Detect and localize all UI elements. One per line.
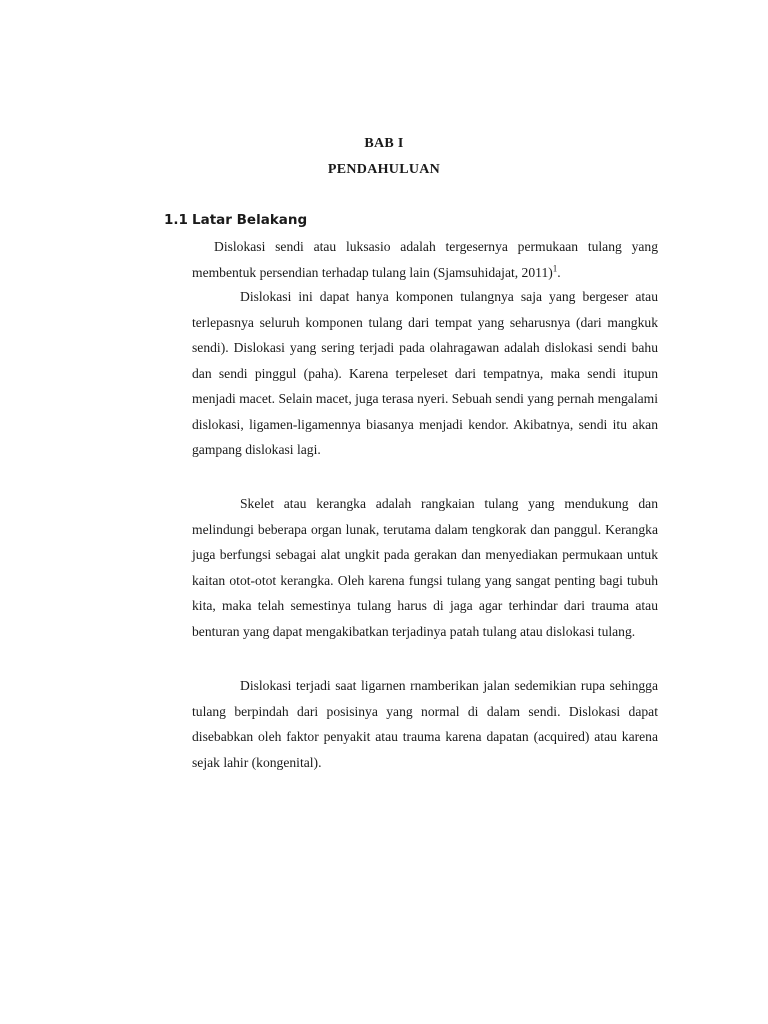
section-title: Latar Belakang	[192, 212, 308, 228]
paragraph-1	[192, 234, 658, 285]
footnote-ref: 1	[552, 262, 558, 273]
section-number: 1.1	[164, 212, 188, 228]
paragraph-2	[192, 284, 658, 463]
paragraph-4-text: Dislokasi terjadi saat ligarnen rnamberikan jalan sedemikian rupa sehingga tulang berpindah dari posisinya yang normal di dalam sendi. Dislokasi dapat disebabkan oleh faktor penyakit atau trauma karena dapatan (acquired) atau karena sejak lahir (kongenital).	[192, 678, 658, 770]
paragraph-3	[192, 491, 658, 644]
paragraph-2-text: Dislokasi ini dapat hanya komponen tulangnya saja yang bergeser atau terlepasnya seluruh komponen tulang dari tempat yang seharusnya (dari mangkuk sendi). Dislokasi yang sering terjadi pada olahragawan adalah dislokasi sendi bahu dan sendi pinggul (paha). Karena terpeleset dari tempatnya, maka sendi itupun menjadi macet. Selain macet, juga terasa nyeri. Sebuah sendi yang pernah mengalami dislokasi, ligamen-ligamennya biasanya menjadi kendor. Akibatnya, sendi itu akan gampang dislokasi lagi.	[192, 289, 658, 457]
chapter-number: BAB I	[364, 136, 404, 151]
chapter-title: PENDAHULUAN	[327, 162, 441, 177]
paragraph-3-text: Skelet atau kerangka adalah rangkaian tulang yang mendukung dan melindungi beberapa organ lunak, terutama dalam tengkorak dan panggul. Kerangka juga berfungsi sebagai alat ungkit pada gerakan dan menyediakan permukaan untuk kaitan otot-otot kerangka. Oleh karena fungsi tulang yang sangat penting bagi tubuh kita, maka telah semestinya tulang harus di jaga agar terhindar dari trauma atau benturan yang dapat mengakibatkan terjadinya patah tulang atau dislokasi tulang.	[192, 496, 658, 639]
paragraph-1-text: Dislokasi sendi atau luksasio adalah tergesernya permukaan tulang yang membentuk persendian terhadap tulang lain (Sjamsuhidajat, 2011)	[192, 239, 658, 280]
paragraph-4	[192, 673, 658, 775]
section-heading	[164, 212, 307, 228]
paragraph-1-end: .	[557, 264, 561, 280]
